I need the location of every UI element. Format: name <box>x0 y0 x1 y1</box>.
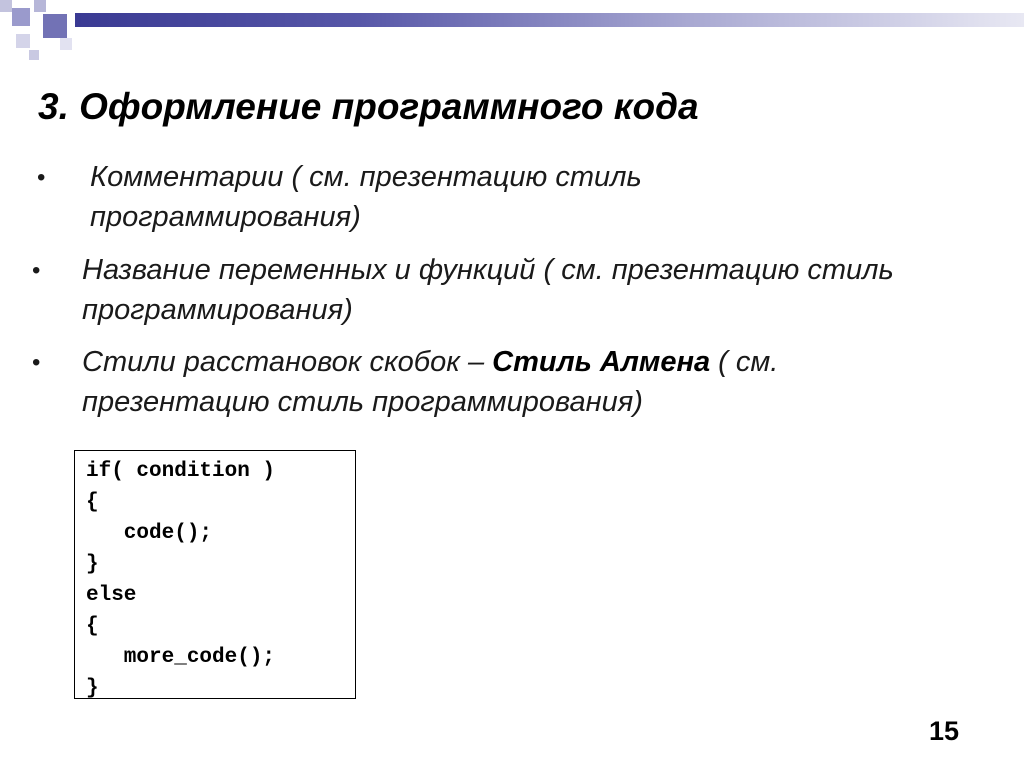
code-line: { <box>86 615 99 638</box>
bullet-text-emphasis: Стиль Алмена <box>492 346 711 378</box>
code-line: } <box>86 553 99 576</box>
bullet-text-before: Стили расстановок скобок – <box>82 346 493 378</box>
header-gradient-bar <box>75 13 1024 27</box>
code-line: { <box>86 491 99 514</box>
bullet-text: Комментарии ( см. презентацию стиль программирования) <box>90 161 642 233</box>
code-line: } <box>86 677 99 700</box>
code-line: more_code(); <box>86 646 276 669</box>
bullet-text-after: ( см. презентацию стиль программирования) <box>82 346 779 418</box>
decor-square <box>34 0 46 12</box>
bullet-text: Название переменных и функций ( см. презентацию стиль программирования) <box>82 254 894 326</box>
decor-square <box>60 38 72 50</box>
page-number: 15 <box>929 716 960 746</box>
bullet-item-comments <box>37 157 790 237</box>
bullet-marker: • <box>32 349 41 376</box>
bullet-marker: • <box>32 257 41 284</box>
decor-square <box>16 34 30 48</box>
code-line: code(); <box>86 522 213 545</box>
code-line: else <box>86 584 137 607</box>
code-block <box>74 450 356 699</box>
bullet-item-brace-styles <box>32 342 962 422</box>
bullet-marker: • <box>37 164 46 191</box>
decor-square <box>29 50 39 60</box>
decor-square <box>12 8 30 26</box>
slide-title: 3. Оформление программного кода <box>38 86 699 127</box>
code-line: if( condition ) <box>86 460 276 483</box>
decor-square <box>0 0 12 12</box>
decor-square <box>43 14 67 38</box>
bullet-item-naming <box>32 250 962 330</box>
